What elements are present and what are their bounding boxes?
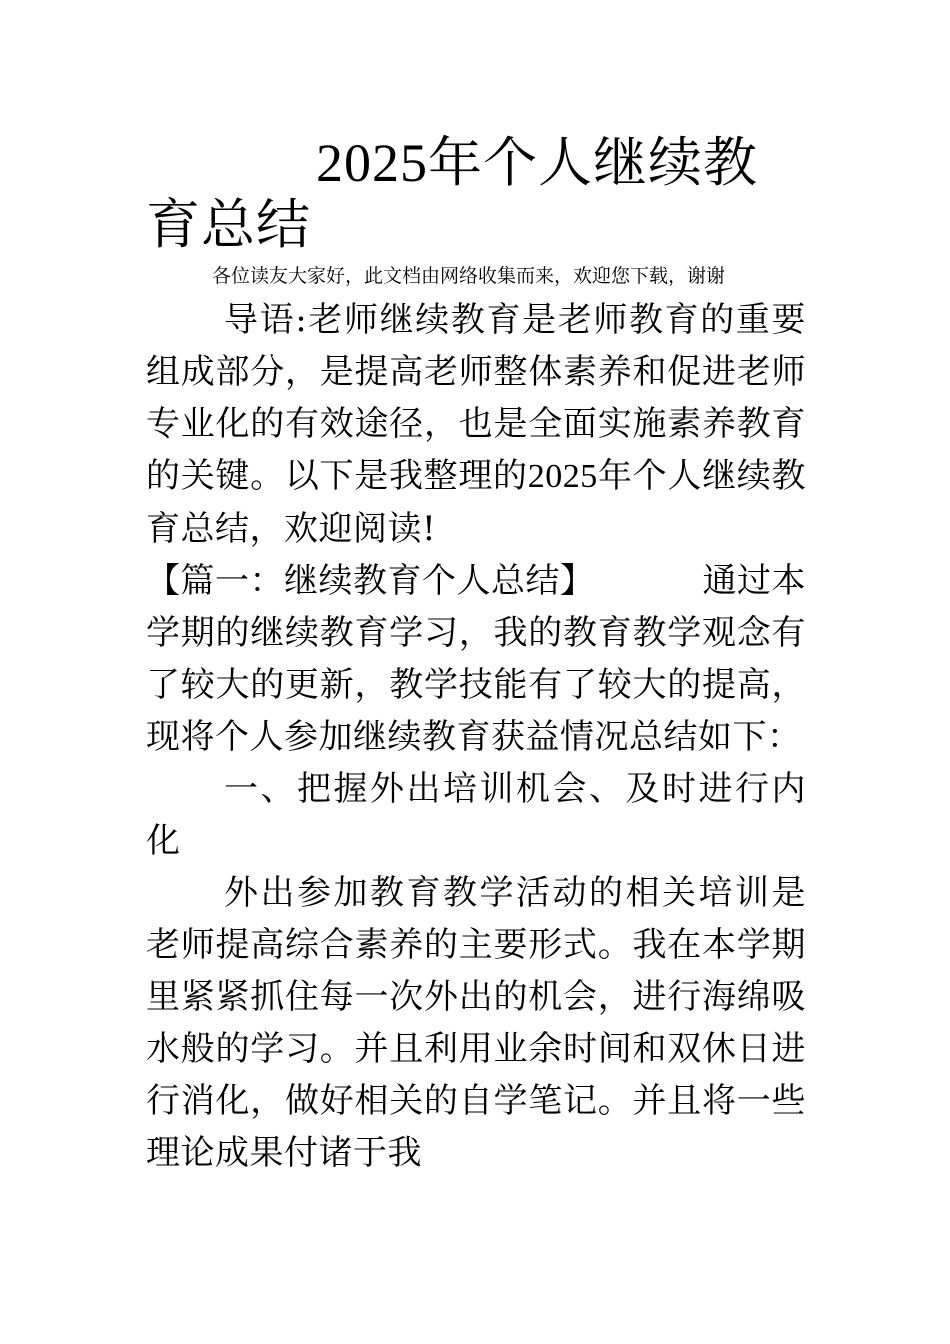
title-year: 2025 <box>316 133 428 193</box>
subheading-1: 一、把握外出培训机会、及时进行内化 <box>146 769 806 861</box>
body-paragraph-1: 外出参加教育教学活动的相关培训是老师提高综合素养的主要形式。我在本学期里紧紧抓住每一次外出的机会，进行海绵吸水般的学习。并且利用业余时间和双休日进行消化，做好相关的自学笔记。并且将一些理论成果付诸于我 <box>146 873 806 1173</box>
intro-tail: 年个人继续教育总结，欢迎阅读! <box>146 456 807 549</box>
section-heading: 【篇一：继续教育个人总结】 <box>146 561 595 601</box>
intro-paragraph <box>146 294 806 555</box>
document-title <box>146 132 806 256</box>
section-paragraph <box>146 555 806 763</box>
intro-year: 2025 <box>527 458 598 495</box>
section-body: 通过本学期的继续教育学习，我的教育教学观念有了较大的更新，教学技能有了较大的提高，现将个人参加继续教育获益情况总结如下： <box>146 561 806 757</box>
document-page <box>146 0 806 1179</box>
intro-body: 老师继续教育是老师教育的重要组成部分，是提高老师整体素养和促进老师专业化的有效途径，也是全面实施素养教育的关键。以下是我整理的 <box>146 300 806 496</box>
greeting-note: 各位读友大家好，此文档由网络收集而来，欢迎您下载，谢谢 <box>212 265 726 287</box>
intro-prefix: 导语: <box>224 300 308 340</box>
title-text: 年个人继续教育总结 <box>146 131 758 256</box>
